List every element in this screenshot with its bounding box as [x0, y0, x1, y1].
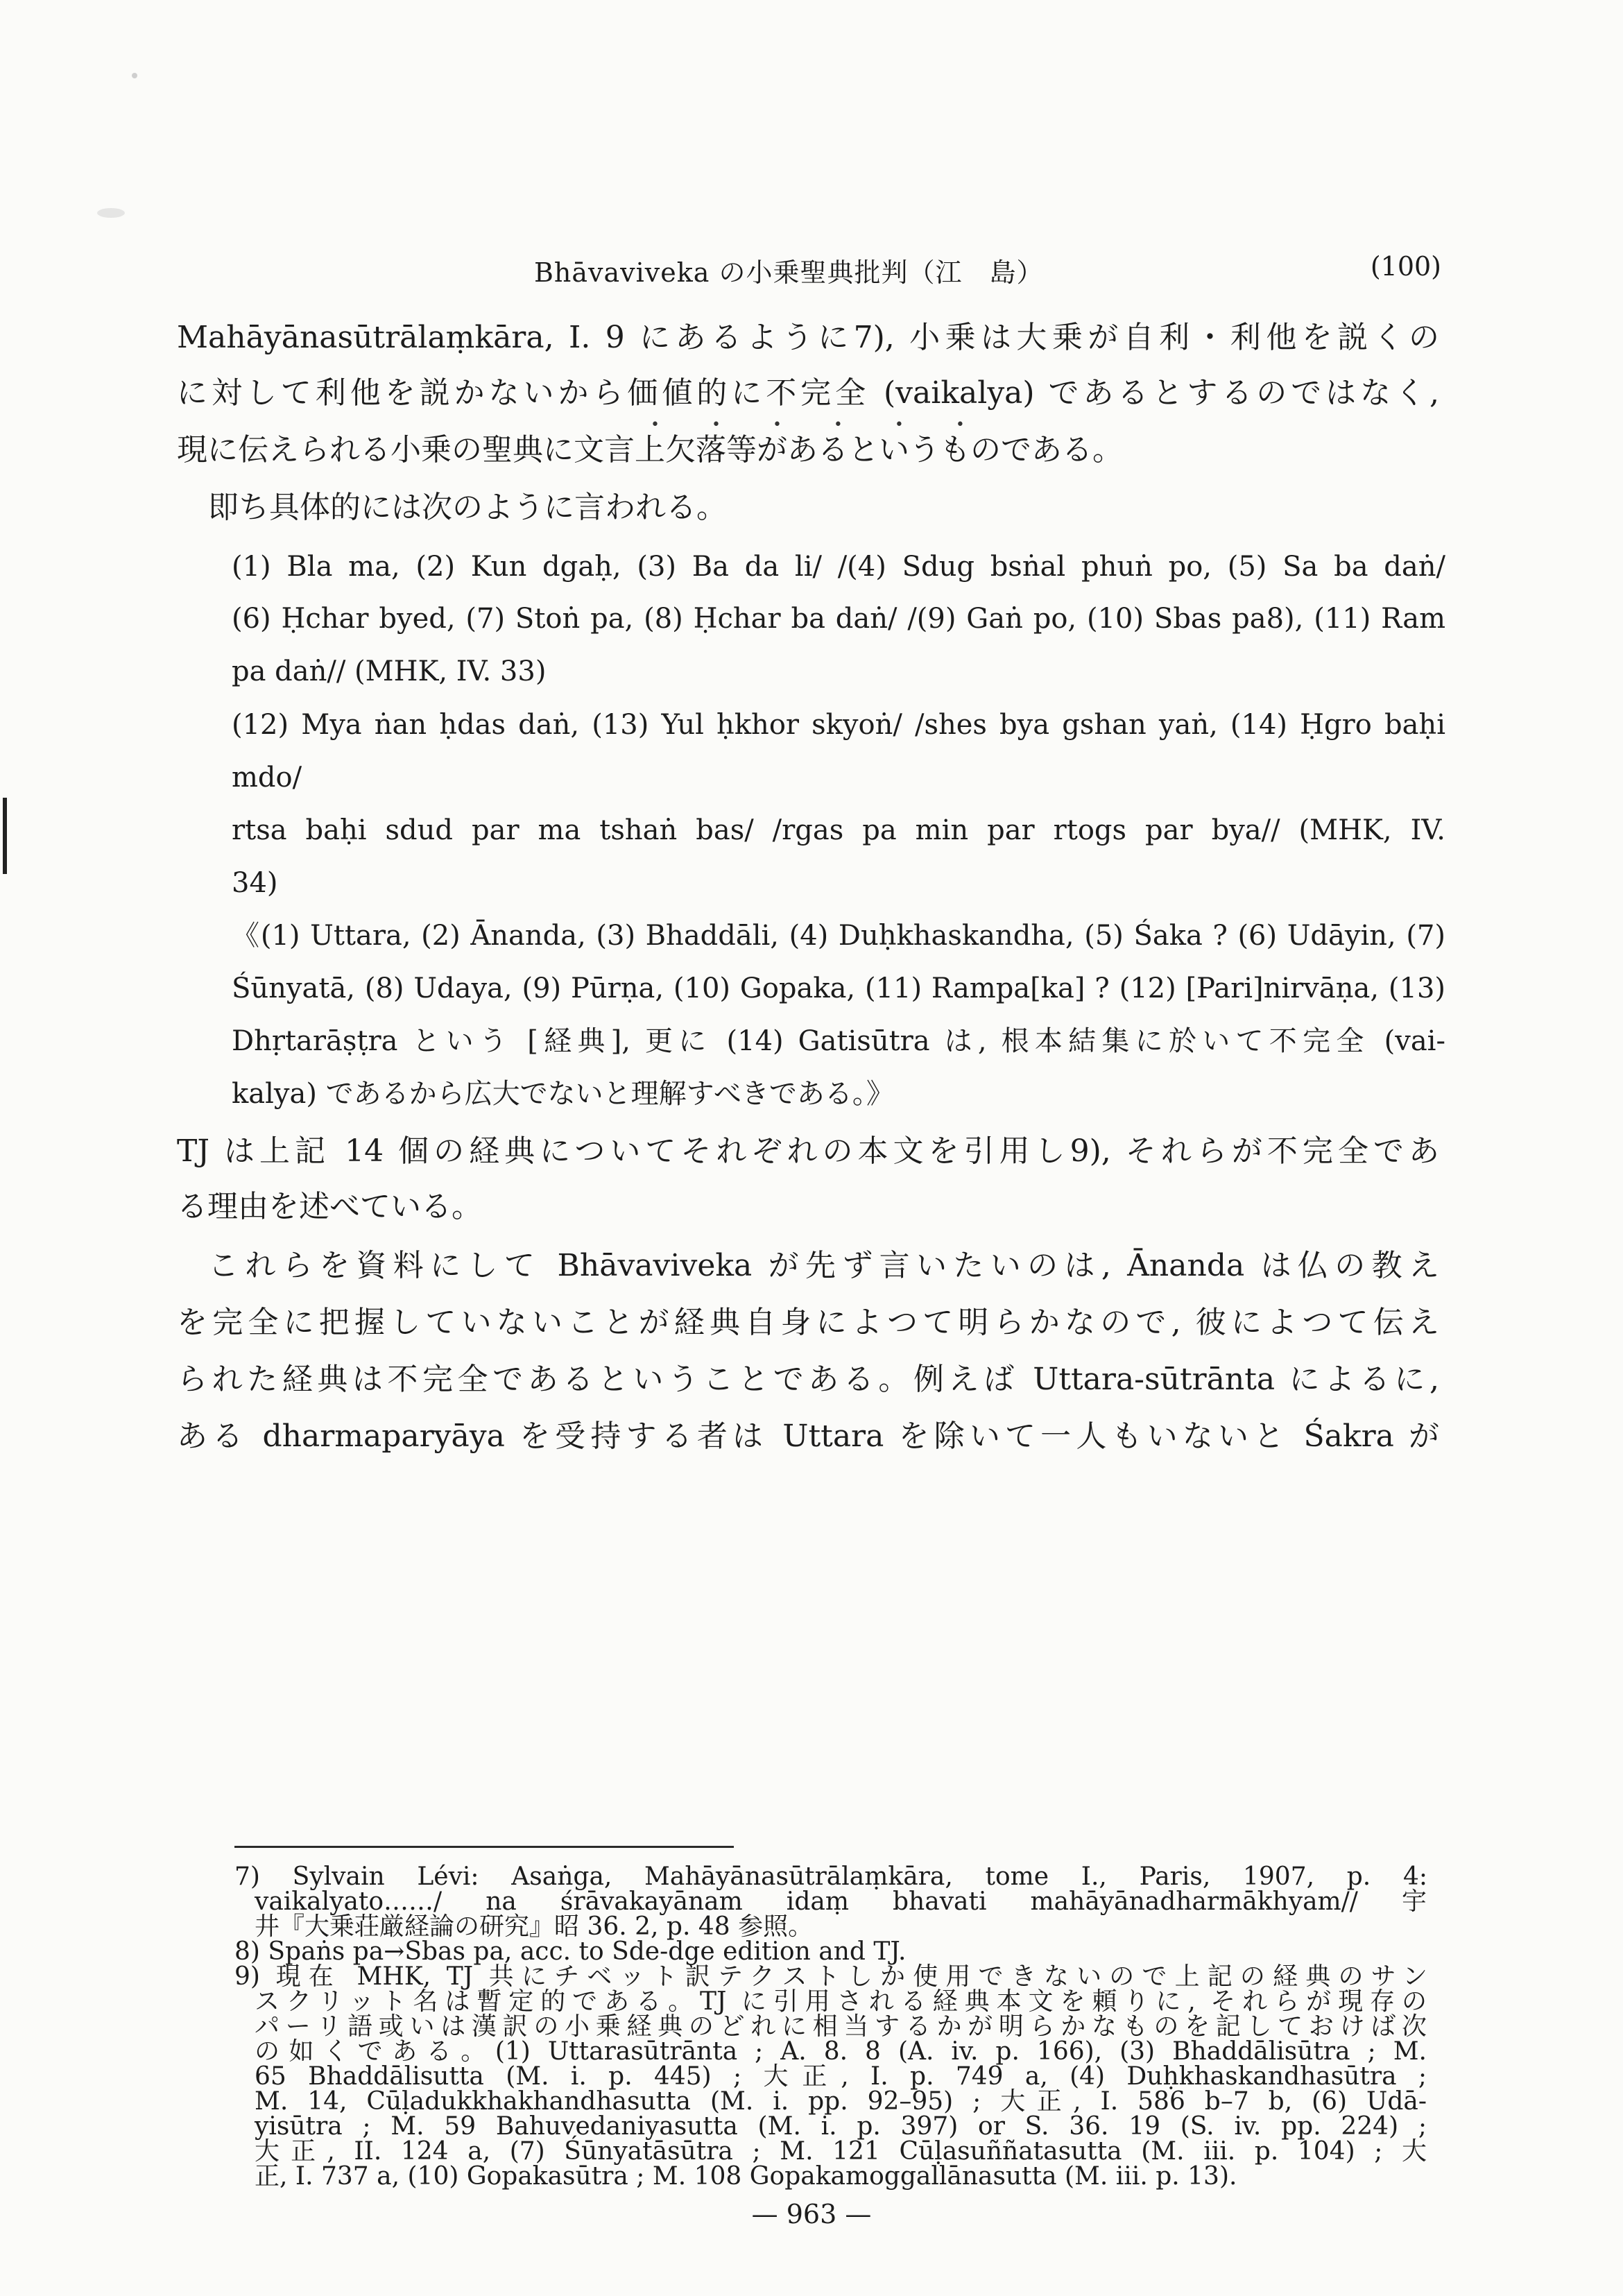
footnote-line: vaikalyato……/ na śrāvakayānam idaṃ bhavati mahāyānadharmākhyam// 宇: [255, 1887, 1427, 1916]
verse-line: kalya) であるから広大でないと理解すべきである。》: [232, 1078, 894, 1110]
verse-line: (1) Bla ma, (2) Kun dgaḥ, (3) Ba da li/ /(4) Sdug bsṅal phuṅ po, (5) Sa ba daṅ/: [232, 551, 1445, 583]
footnote-line: スクリット名は暫定的である。TJ に引用される経典本文を頼りに, それらが現存の: [255, 1987, 1427, 2016]
verse-line: 《(1) Uttara, (2) Ānanda, (3) Bhaddāli, (4) Duḥkhaskandha, (5) Śaka ? (6) Udāyin, (7): [232, 920, 1445, 952]
footnote-line: 正, I. 737 a, (10) Gopakasūtra ; M. 108 Gopakamoggallānasutta (M. iii. p. 13).: [255, 2162, 1237, 2191]
verse-line: pa daṅ// (MHK, IV. 33): [232, 656, 547, 687]
verse-line: rtsa baḥi sdud par ma tshaṅ bas/ /rgas pa min par rtogs par bya// (MHK, IV.: [232, 814, 1445, 846]
verse-line: (6) Ḥchar byed, (7) Stoṅ pa, (8) Ḥchar ba daṅ/ /(9) Gaṅ po, (10) Sbas pa8), (11) Ram: [232, 603, 1445, 635]
verse-line: Śūnyatā, (8) Udaya, (9) Pūrṇa, (10) Gopaka, (11) Rampa[ka] ? (12) [Pari]nirvāṇa, (13): [232, 973, 1445, 1004]
footnote-line: yisūtra ; M. 59 Bahuvedaniyasutta (M. i. p. 397) or S. 36. 19 (S. iv. pp. 224) ;: [255, 2112, 1427, 2141]
body-line: に対して利他を説かないから価値的に不完全 (vaikalya) であるとするのではなく,: [177, 375, 1439, 411]
body-line: る理由を述べている。: [177, 1189, 482, 1224]
verse-line: (12) Mya ṅan ḥdas daṅ, (13) Yul ḥkhor skyoṅ/ /shes bya gshan yaṅ, (14) Ḥgro baḥi: [232, 709, 1445, 741]
footnote-line: 65 Bhaddālisutta (M. i. p. 445) ; 大正, I. p. 749 a, (4) Duḥkhaskandhasūtra ;: [255, 2062, 1427, 2091]
body-line: 即ち具体的には次のように言われる。: [208, 490, 727, 525]
footnote-line: パーリ語或いは漢訳の小乗経典のどれに相当するかが明らかなものを記しておけば次: [255, 2012, 1427, 2041]
body-line: Mahāyānasūtrālaṃkāra, I. 9 にあるように7), 小乗は大乗が自利・利他を説くの: [177, 320, 1439, 355]
running-title: Bhāvaviveka の小乗聖典批判（江 島）: [534, 257, 1044, 288]
body-line: を完全に把握していないことが経典自身によつて明らかなので, 彼によつて伝え: [177, 1305, 1439, 1340]
footnote-line: M. 14, Cūḷadukkhakhandhasutta (M. i. pp. 92–95) ; 大正, I. 586 b–7 b, (6) Udā-: [255, 2087, 1427, 2116]
body-line: ある dharmaparyāya を受持する者は Uttara を除いて一人もいないと Śakra が: [177, 1419, 1439, 1454]
footer-page-number: — 963 —: [751, 2199, 872, 2229]
scan-artifact: [97, 208, 125, 218]
body-line: 現に伝えられる小乗の聖典に文言上欠落等があるというものである。: [177, 432, 1123, 468]
emphasis-dots: • • • • • •: [651, 416, 988, 434]
footnote-line: 大正, II. 124 a, (7) Śūnyatāsūtra ; M. 121 Cūḷasuññatasutta (M. iii. p. 104) ; 大: [255, 2137, 1427, 2166]
body-line: TJ は上記 14 個の経典についてそれぞれの本文を引用し9), それらが不完全であ: [177, 1133, 1439, 1169]
body-line: られた経典は不完全であるということである。例えば Uttara-sūtrānta によるに,: [177, 1362, 1439, 1397]
footnote-line: 9) 現在 MHK, TJ 共にチベット訳テクストしか使用できないので上記の経典のサン: [234, 1962, 1427, 1991]
footnote-line: 8) Spaṅs pa→Sbas pa, acc. to Sde-dge edition and TJ.: [234, 1937, 907, 1966]
footnote-line: 井『大乗荘厳経論の研究』昭 36. 2, p. 48 参照。: [255, 1912, 814, 1941]
footnote-line: 7) Sylvain Lévi: Asaṅga, Mahāyānasūtrālaṃkāra, tome I., Paris, 1907, p. 4:: [234, 1862, 1427, 1891]
verse-line: 34): [232, 867, 278, 899]
verse-line: mdo/: [232, 762, 302, 794]
verse-line: Dhṛtarāṣṭra という [経典], 更に (14) Gatisūtra は, 根本結集に於いて不完全 (vai-: [232, 1025, 1445, 1057]
binding-mark: [3, 798, 7, 874]
body-line: これらを資料にして Bhāvaviveka が先ず言いたいのは, Ānanda は仏の教え: [208, 1248, 1439, 1283]
scan-artifact: [132, 73, 137, 78]
running-header: [0, 251, 1623, 293]
footnote-line: の如くである。(1) Uttarasūtrānta ; A. 8. 8 (A. iv. p. 166), (3) Bhaddālisūtra ; M.: [255, 2037, 1427, 2066]
footnote-rule: [234, 1846, 734, 1848]
header-page-number: (100): [1370, 251, 1441, 282]
